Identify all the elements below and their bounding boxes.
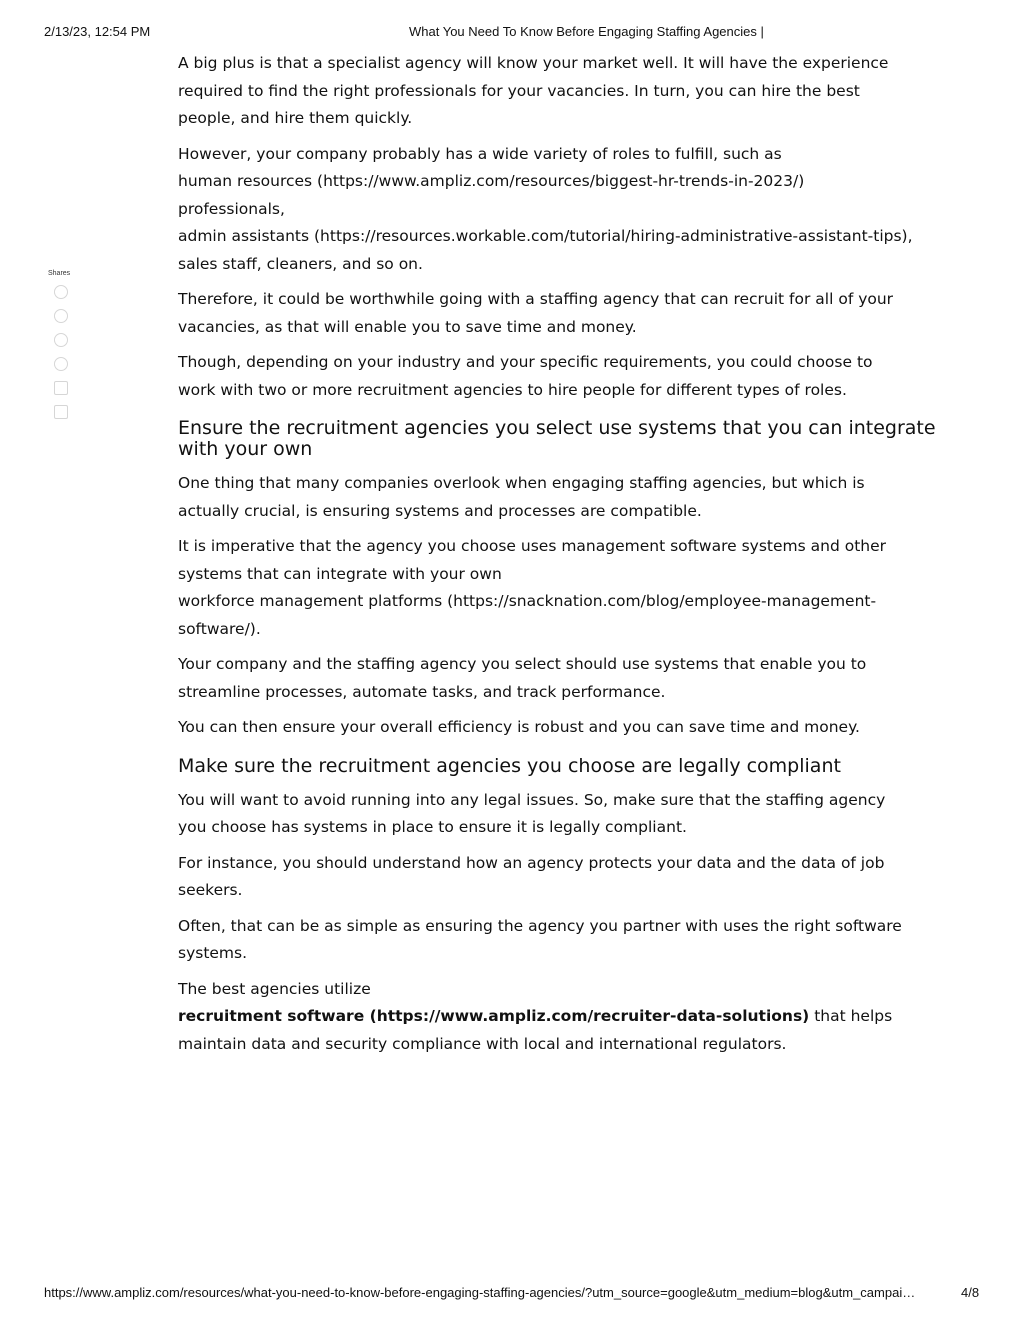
paragraph: Your company and the staffing agency you select should use systems that enable you to streamline processes, automate tasks, and track performance. <box>178 655 867 701</box>
pinterest-icon[interactable] <box>54 357 68 371</box>
share-sidebar <box>48 270 76 429</box>
section-heading: Make sure the recruitment agencies you choose are legally compliant <box>178 754 841 777</box>
paragraph: It is imperative that the agency you choose uses management software systems and other systems that can integrate with your own workforce management platforms (https://snacknation.com/blog/employee-management-software/). <box>178 537 887 638</box>
facebook-icon[interactable] <box>54 285 68 299</box>
admin-assistant-link[interactable]: admin assistants (https://resources.workable.com/tutorial/hiring-administrative-assistant-tips), <box>178 227 913 245</box>
page-url: https://www.ampliz.com/resources/what-you-need-to-know-before-engaging-staffing-agencies/?utm_source=google&utm_medium=blog&utm_campai… <box>44 1285 916 1300</box>
article-body <box>178 50 938 1066</box>
section-heading: Ensure the recruitment agencies you select use systems that you can integrate with your own <box>178 417 936 460</box>
paragraph: One thing that many companies overlook when engaging staffing agencies, but which is actually crucial, is ensuring systems and processes are compatible. <box>178 474 865 520</box>
paragraph: For instance, you should understand how an agency protects your data and the data of job seekers. <box>178 853 885 899</box>
shares-label: Shares <box>48 270 71 277</box>
workforce-platforms-link[interactable]: workforce management platforms (https://snacknation.com/blog/employee-management-software/). <box>178 592 877 638</box>
paragraph: Often, that can be as simple as ensuring the agency you partner with uses the right software systems. <box>178 916 902 962</box>
twitter-icon[interactable] <box>54 309 68 323</box>
paragraph: Though, depending on your industry and your specific requirements, you could choose to work with two or more recruitment agencies to hire people for different types of roles. <box>178 353 873 399</box>
recruitment-software-link[interactable]: recruitment software (https://www.ampliz.com/recruiter-data-solutions) <box>178 1007 810 1025</box>
paragraph: Therefore, it could be worthwhile going with a staffing agency that can recruit for all of your vacancies, as that will enable you to save time and money. <box>178 290 894 336</box>
email-icon[interactable] <box>54 405 68 419</box>
paragraph: A big plus is that a specialist agency will know your market well. It will have the experience required to find the right professionals for your vacancies. In turn, you can hire the best people, and hire them quickly. <box>178 54 889 127</box>
hr-trends-link[interactable]: human resources (https://www.ampliz.com/resources/biggest-hr-trends-in-2023/) <box>178 172 805 190</box>
paragraph: You will want to avoid running into any legal issues. So, make sure that the staffing agency you choose has systems in place to ensure it is legally compliant. <box>178 790 886 836</box>
whatsapp-icon[interactable] <box>54 333 68 347</box>
paragraph: The best agencies utilize recruitment software (https://www.ampliz.com/recruiter-data-solutions) that helps maintain data and security compliance with local and international regulators. <box>178 979 893 1053</box>
page-number: 4/8 <box>961 1285 980 1300</box>
print-date: 2/13/23, 12:54 PM <box>44 24 151 39</box>
print-page-title: What You Need To Know Before Engaging Staffing Agencies | <box>409 24 764 39</box>
linkedin-icon[interactable] <box>54 381 68 395</box>
paragraph: However, your company probably has a wide variety of roles to fulfill, such as human resources (https://www.ampliz.com/resources/biggest-hr-trends-in-2023/) professionals, admin assistants (https://resources.workable.com/tutorial/hiring-administrative-assistant-tips), sales staff, cleaners, and so on. <box>178 144 913 273</box>
paragraph: You can then ensure your overall efficiency is robust and you can save time and money. <box>178 718 860 736</box>
